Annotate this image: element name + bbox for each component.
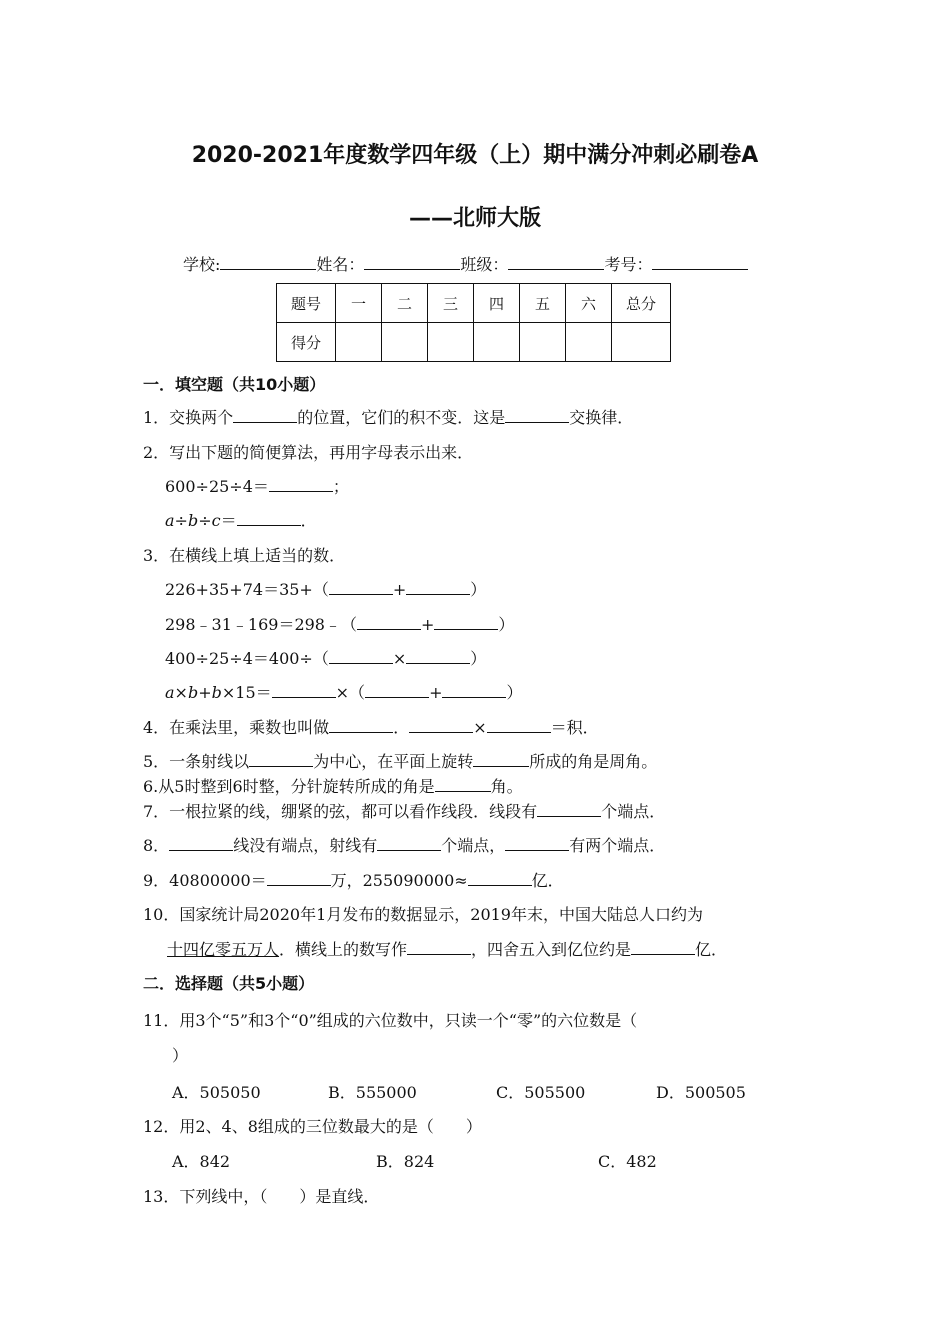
score-header-cell: 总分: [612, 284, 671, 323]
exam-title-line1: 2020-2021年度数学四年级（上）期中满分冲刺必刷卷A: [191, 143, 759, 168]
question-7: [143, 799, 665, 822]
name-label: 姓名：: [316, 255, 365, 274]
answer-blank: [169, 834, 233, 851]
answer-blank: [329, 647, 393, 664]
score-header-cell: 三: [428, 284, 474, 323]
question-5: [143, 749, 657, 772]
question-2-expr2: [165, 508, 317, 531]
question-2-expr1: [165, 474, 349, 497]
answer-blank: [272, 681, 336, 698]
q5-text-c: 所成的角是周角。: [529, 752, 658, 771]
variable-b: b: [187, 683, 199, 702]
divide-sign: ÷: [198, 511, 212, 530]
answer-blank: [237, 509, 301, 526]
score-table: [276, 283, 671, 362]
q7-text-a: 7．一根拉紧的线，绷紧的弦，都可以看作线段．线段有: [143, 802, 538, 821]
question-3-row4: [165, 680, 522, 703]
score-cell: [428, 323, 474, 362]
answer-blank: [473, 750, 529, 767]
variable-a: a: [165, 683, 175, 702]
question-3-row1: [165, 577, 486, 600]
class-blank: [508, 253, 604, 270]
exam-no-label: 考号：: [604, 255, 653, 274]
score-cell: [474, 323, 520, 362]
answer-blank: [267, 869, 331, 886]
answer-blank: [505, 406, 569, 423]
answer-blank: [631, 938, 695, 955]
answer-blank: [249, 750, 313, 767]
question-10: 10．国家统计局2020年1月发布的数据显示，2019年末，中国大陆总人口约为: [143, 905, 703, 924]
answer-blank: [409, 716, 473, 733]
answer-blank: [435, 775, 491, 792]
score-header-cell: 五: [520, 284, 566, 323]
q3-row2-text: 298﹣31﹣169＝298﹣（: [165, 615, 357, 634]
times-sign: ×: [473, 718, 487, 737]
q10-text-d: 亿．: [695, 940, 728, 959]
section2-heading: 二．选择题（共5小题）: [143, 974, 315, 993]
times-sign: ×: [392, 649, 407, 668]
q1-text-a: 1．交换两个: [143, 408, 234, 427]
answer-blank: [269, 475, 333, 492]
variable-c: c: [211, 511, 221, 530]
q9-text-c: 亿．: [531, 871, 564, 890]
q11-option-c: C．505500: [496, 1083, 586, 1102]
school-blank: [220, 253, 316, 270]
q10-text-c: ，四舍五入到亿位约是: [471, 940, 632, 959]
answer-blank: [468, 869, 532, 886]
question-8: [143, 833, 665, 856]
close-paren: ）: [498, 615, 515, 634]
answer-blank: [505, 834, 569, 851]
q12-option-c: C．482: [598, 1152, 657, 1171]
plus-sign: +: [420, 615, 435, 634]
q10-text-b: ．横线上的数写作: [279, 940, 408, 959]
question-4: [143, 715, 599, 738]
score-cell: [520, 323, 566, 362]
variable-b: b: [211, 683, 222, 702]
question-11: 11．用3个“5”和3个“0”组成的六位数中，只读一个“零”的六位数是（: [143, 1011, 638, 1030]
question-1: [143, 405, 633, 428]
answer-blank: [406, 578, 470, 595]
score-header-cell: 六: [566, 284, 612, 323]
score-header-cell: 题号: [277, 284, 336, 323]
answer-blank: [487, 716, 551, 733]
plus-sign: +: [429, 683, 443, 702]
question-6: [143, 774, 523, 797]
q3-row1-text: 226+35+74＝35+（: [165, 580, 329, 599]
q8-text-d: 有两个端点．: [569, 836, 666, 855]
q8-text-c: 个端点，: [441, 836, 506, 855]
q4-text-d: ＝积．: [550, 718, 599, 737]
q4-text-b: ．: [393, 718, 410, 737]
school-label: 学校:: [183, 255, 221, 274]
q2-expr2-end: ．: [300, 511, 317, 530]
answer-blank: [357, 613, 421, 630]
q11-option-a: A．505050: [172, 1083, 261, 1102]
answer-blank: [406, 647, 470, 664]
q7-text-b: 个端点．: [601, 802, 666, 821]
student-info-row: [183, 252, 748, 275]
times-sign: ×: [174, 683, 188, 702]
q5-text-b: 为中心，在平面上旋转: [313, 752, 474, 771]
score-table-score-row: [277, 323, 671, 362]
question-10-cont: [167, 937, 727, 960]
variable-b: b: [187, 511, 199, 530]
question-11-close: ）: [172, 1046, 189, 1065]
section1-heading: 一．填空题（共10小题）: [143, 375, 326, 394]
exam-no-blank: [652, 253, 748, 270]
answer-blank: [407, 938, 471, 955]
q6-text-b: 角。: [490, 777, 523, 796]
q3-row3-text: 400÷25÷4＝400÷（: [165, 649, 329, 668]
score-header-cell: 一: [336, 284, 382, 323]
equals-sign: ＝: [220, 511, 237, 530]
close-paren: ）: [506, 683, 523, 702]
q11-option-b: B．555000: [328, 1083, 417, 1102]
score-cell: [336, 323, 382, 362]
plus-sign: +: [392, 580, 407, 599]
q9-text-b: 万，255090000≈: [330, 871, 468, 890]
q10-underlined-number: 十四亿零五万人: [167, 940, 280, 959]
plus-sign: +: [198, 683, 212, 702]
answer-blank: [233, 406, 297, 423]
q4-text-a: 4．在乘法里，乘数也叫做: [143, 718, 330, 737]
close-paren: ）: [470, 649, 487, 668]
class-label: 班级：: [460, 255, 509, 274]
answer-blank: [377, 834, 441, 851]
q12-option-a: A．842: [172, 1152, 231, 1171]
answer-blank: [537, 800, 601, 817]
exam-title-line2: ——北师大版: [408, 206, 541, 231]
q2-expr1-text: 600÷25÷4＝: [165, 477, 269, 496]
score-cell: [566, 323, 612, 362]
question-9: [143, 868, 564, 891]
q1-text-b: 的位置，它们的积不变．这是: [297, 408, 506, 427]
score-row-label: 得分: [277, 323, 336, 362]
variable-a: a: [165, 511, 175, 530]
q2-expr1-end: ；: [332, 477, 349, 496]
answer-blank: [442, 681, 506, 698]
q5-text-a: 5．一条射线以: [143, 752, 250, 771]
q3-row4-text: ×15＝: [221, 683, 272, 702]
score-cell: [612, 323, 671, 362]
question-12: 12．用2、4、8组成的三位数最大的是（ ）: [143, 1117, 482, 1136]
answer-blank: [365, 681, 429, 698]
answer-blank: [329, 578, 393, 595]
q11-option-d: D．500505: [656, 1083, 746, 1102]
score-cell: [382, 323, 428, 362]
q9-text-a: 9．40800000＝: [143, 871, 267, 890]
q1-text-c: 交换律．: [569, 408, 634, 427]
name-blank: [364, 253, 460, 270]
q12-option-b: B．824: [376, 1152, 435, 1171]
question-13: 13．下列线中，（ ）是直线．: [143, 1187, 380, 1206]
answer-blank: [434, 613, 498, 630]
q6-text-a: 6.从5时整到6时整，分针旋转所成的角是: [143, 777, 435, 796]
question-2: 2．写出下题的简便算法，再用字母表示出来．: [143, 443, 474, 462]
question-3: 3．在横线上填上适当的数．: [143, 546, 346, 565]
score-header-cell: 二: [382, 284, 428, 323]
q3-row4-text2: ×（: [335, 683, 366, 702]
q8-text-b: 线没有端点，射线有: [233, 836, 378, 855]
q8-text-a: 8．: [143, 836, 170, 855]
question-3-row2: [165, 612, 514, 635]
question-3-row3: [165, 646, 486, 669]
divide-sign: ÷: [174, 511, 188, 530]
answer-blank: [329, 716, 393, 733]
close-paren: ）: [470, 580, 487, 599]
score-header-cell: 四: [474, 284, 520, 323]
score-table-header-row: [277, 284, 671, 323]
